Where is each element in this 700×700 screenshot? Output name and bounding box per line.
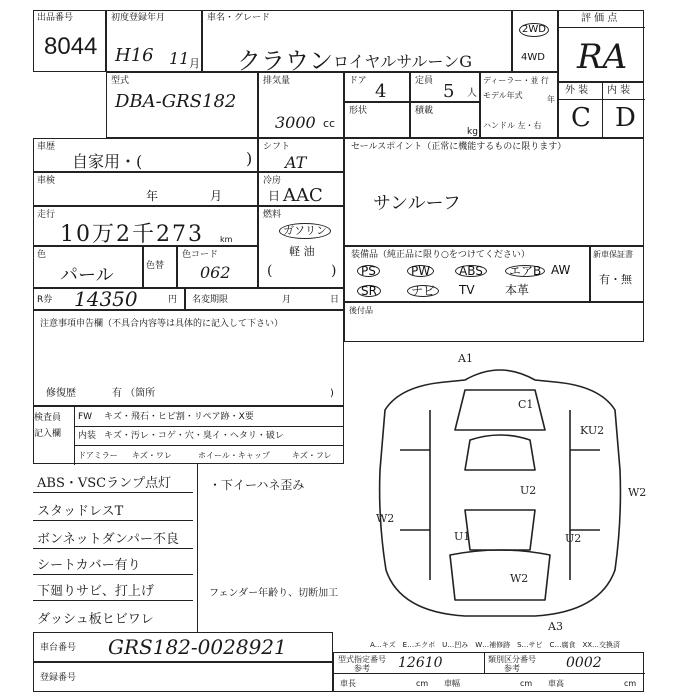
shape-cell (344, 102, 410, 138)
remark-right-line: ・下イーハネ歪み (209, 478, 305, 492)
cc-cell (258, 72, 344, 138)
sales-point-label: セールスポイント（正常に機能するものに限ります） (351, 142, 567, 152)
car-name-label: 車名・グレード (207, 13, 271, 23)
plate-label: 登録番号 (40, 673, 77, 683)
reg-month-unit: 月 (189, 57, 200, 70)
car-grade: ロイヤルサルーンG (333, 52, 473, 71)
shaken-day-unit: 日 (268, 189, 281, 203)
remark-line: 下廻りサビ、打上げ (37, 584, 154, 599)
lot-number: 8044 (44, 33, 98, 60)
aftermarket-label: 後付品 (349, 306, 373, 315)
transfer-cell (185, 288, 344, 310)
ac-label: 冷房 (263, 176, 282, 186)
equip-abs: ABS (455, 265, 487, 277)
fuel-cell: 燃料 ガソリン 軽 油 ( ) (258, 206, 344, 288)
load-cell (410, 102, 480, 138)
ac-cell (258, 172, 344, 206)
inspector-title-1: 検査員 (34, 413, 62, 423)
shape-label: 形状 (349, 106, 368, 116)
chassis-value: GRS182-0028921 (108, 635, 287, 659)
car-name: クラウン (237, 47, 333, 75)
equip-ps: PS (357, 265, 380, 277)
int-label: 内 装 (607, 85, 631, 96)
chroma-cell (143, 246, 177, 288)
equip-tv: TV (459, 283, 475, 297)
cert-label: 型式指定番号 (338, 655, 386, 664)
fw-items: キズ・飛石・ヒビ割・リペア跡・X要 (104, 412, 254, 422)
height-label: 車高 (548, 679, 564, 688)
height-unit: cm (624, 679, 637, 688)
door-cell (344, 72, 410, 102)
remark-line: ボンネットダンパー不良 (37, 532, 179, 547)
color-code-label: 色コード (182, 250, 219, 260)
equipment-cell (344, 246, 590, 302)
interior-head: 内装 (78, 431, 97, 441)
capacity-cell (410, 72, 480, 102)
ext-label: 外 装 (565, 85, 589, 96)
handle-label: ハンドル 左・右 (483, 121, 542, 130)
capacity-label: 定員 (415, 76, 434, 86)
remark-right-line: フェンダー年齢り、切断加工 (209, 588, 339, 599)
class-label: 類別区分番号 (488, 655, 536, 664)
recycle-label: R券 (37, 295, 53, 305)
cert-ref: 参考 (354, 664, 370, 673)
length-label: 車長 (340, 679, 356, 688)
remarks-area (33, 464, 344, 632)
equip-sr: SR (357, 285, 381, 297)
registration-cell (106, 10, 202, 72)
load-unit: kg (467, 127, 478, 137)
dealer-cell (480, 72, 558, 138)
class-number: 0002 (566, 655, 602, 671)
int-grade: D (615, 103, 636, 133)
year-unit: 年 (547, 95, 555, 104)
equip-leather: 本革 (505, 283, 530, 297)
transfer-day: 日 (330, 295, 340, 305)
score-cell (558, 10, 644, 82)
diagram-mark: A1 (458, 352, 473, 365)
notes-cell (33, 310, 344, 406)
sales-point-cell (344, 138, 644, 246)
model-cell (106, 72, 258, 138)
remark-line: スタッドレスT (37, 504, 124, 519)
ac-value: AAC (283, 185, 323, 206)
reg-month: 11 (169, 49, 190, 68)
mileage-cell (33, 206, 258, 246)
remark-line: ABS・VSCランプ点灯 (37, 476, 172, 491)
cc-value: 3000 (275, 113, 316, 132)
repair-label: 修復歴 (46, 388, 76, 399)
plate-cell (33, 662, 333, 692)
equip-navi: ナビ (407, 285, 439, 297)
shaken-year-unit: 年 (146, 189, 159, 203)
diagram-mark: U2 (565, 532, 582, 545)
drive-4wd: 4WD (521, 52, 545, 63)
recycle-cell (33, 288, 185, 310)
fw-head: FW (78, 412, 93, 422)
diagram-mark: W2 (376, 512, 395, 525)
diagram-mark: W2 (510, 572, 529, 585)
history-end: ) (246, 149, 253, 168)
color-code-cell (177, 246, 258, 288)
shaken-month-unit: 月 (210, 189, 223, 203)
chassis-label: 車台番号 (40, 643, 77, 653)
history-value: 自家用・( (72, 152, 143, 171)
width-unit: cm (520, 679, 533, 688)
model-year-label: モデル年式 (483, 91, 523, 100)
color-value: パール (60, 265, 114, 286)
diagram-mark: U2 (520, 484, 537, 497)
chroma-label: 色替 (146, 261, 165, 271)
wheel-head: ホイール・キャップ (198, 451, 270, 460)
mirror-items: キズ・ワレ (132, 451, 172, 460)
model-label: 型式 (111, 76, 130, 86)
transfer-month: 月 (282, 295, 292, 305)
notes-label: 注意事項申告欄（不具合内容等は具体的に記入して下さい） (40, 319, 284, 329)
mileage-value: 10万2千273 (60, 222, 204, 247)
color-cell (33, 246, 143, 288)
ext-grade: C (571, 103, 591, 133)
repair-value: 有 （箇所 (112, 388, 156, 399)
reg-label: 初度登録年月 (111, 13, 166, 23)
diagram-mark: U1 (454, 530, 471, 543)
score-value: RA (577, 37, 628, 77)
color-label: 色 (37, 250, 47, 260)
inspection-table (33, 406, 344, 464)
car-name-cell (202, 10, 512, 75)
shift-cell (258, 138, 344, 172)
class-ref: 参考 (504, 664, 520, 673)
equip-pw: PW (407, 265, 434, 277)
color-code-value: 062 (200, 263, 231, 282)
capacity-value: 5 (443, 81, 455, 102)
mileage-unit: km (220, 235, 233, 244)
cert-number: 12610 (398, 655, 443, 671)
model-value: DBA-GRS182 (115, 91, 237, 112)
diagram-mark: W2 (628, 486, 647, 499)
cert-cell (333, 652, 644, 692)
wheel-items: キズ・フレ (292, 451, 332, 460)
warranty-value: 有・無 (599, 273, 632, 286)
aftermarket-cell (344, 302, 644, 342)
reg-year: H16 (115, 45, 154, 66)
load-label: 積載 (415, 106, 434, 116)
history-cell (33, 138, 258, 172)
score-label: 評 価 点 (581, 13, 618, 24)
inspector-title-2: 記入欄 (34, 429, 62, 439)
drive-2wd: 2WD (519, 23, 549, 37)
recycle-unit: 円 (168, 295, 178, 305)
drive-cell (512, 10, 558, 72)
warranty-label: 新車保証書 (593, 250, 633, 259)
cc-label: 排気量 (263, 76, 291, 86)
capacity-unit: 人 (467, 88, 477, 99)
width-label: 車幅 (444, 679, 460, 688)
ext-int-cell (558, 82, 644, 138)
mileage-label: 走行 (37, 210, 56, 220)
repair-end: ) (330, 388, 334, 399)
diagram-mark: C1 (518, 398, 534, 411)
fuel-gasoline: ガソリン (279, 223, 331, 239)
door-value: 4 (375, 81, 387, 102)
history-label: 車歴 (37, 142, 56, 152)
equip-aw: AW (551, 263, 571, 277)
dealer-label: ディーラー・並 行 (483, 76, 549, 85)
transfer-label: 名変期限 (192, 295, 229, 305)
length-unit: cm (416, 679, 429, 688)
fuel-label: 燃料 (263, 210, 282, 220)
chassis-cell (33, 632, 333, 662)
car-damage-diagram (370, 350, 670, 630)
remark-line: ダッシュ板ヒビワレ (37, 612, 154, 627)
shift-value: AT (285, 153, 307, 172)
recycle-value: 14350 (74, 287, 138, 311)
mirror-head: ドアミラー (78, 451, 118, 460)
remark-line: シートカバー有り (37, 558, 141, 573)
lot-cell (33, 10, 106, 72)
lot-label: 出品番号 (37, 13, 74, 23)
interior-items: キズ・汚レ・コゲ・穴・臭イ・ヘタリ・破レ (104, 431, 284, 441)
equipment-label: 装備品（純正品に限り○をつけてください） (351, 250, 530, 260)
diagram-mark: KU2 (580, 424, 605, 437)
shift-label: シフト (263, 142, 291, 152)
shaken-label: 車検 (37, 176, 56, 186)
warranty-cell (590, 246, 644, 302)
cc-unit: cc (323, 117, 336, 130)
door-label: ドア (349, 76, 367, 86)
damage-legend: A…キズ E…エクボ U…凹み W…補修跡 S…サビ C…腐食 XX…交換済 (370, 641, 621, 649)
diagram-mark: A3 (548, 620, 563, 630)
equip-airbag: エアB (505, 265, 545, 277)
sales-point-value: サンルーフ (373, 193, 461, 214)
fuel-diesel: 軽 油 (289, 245, 315, 258)
